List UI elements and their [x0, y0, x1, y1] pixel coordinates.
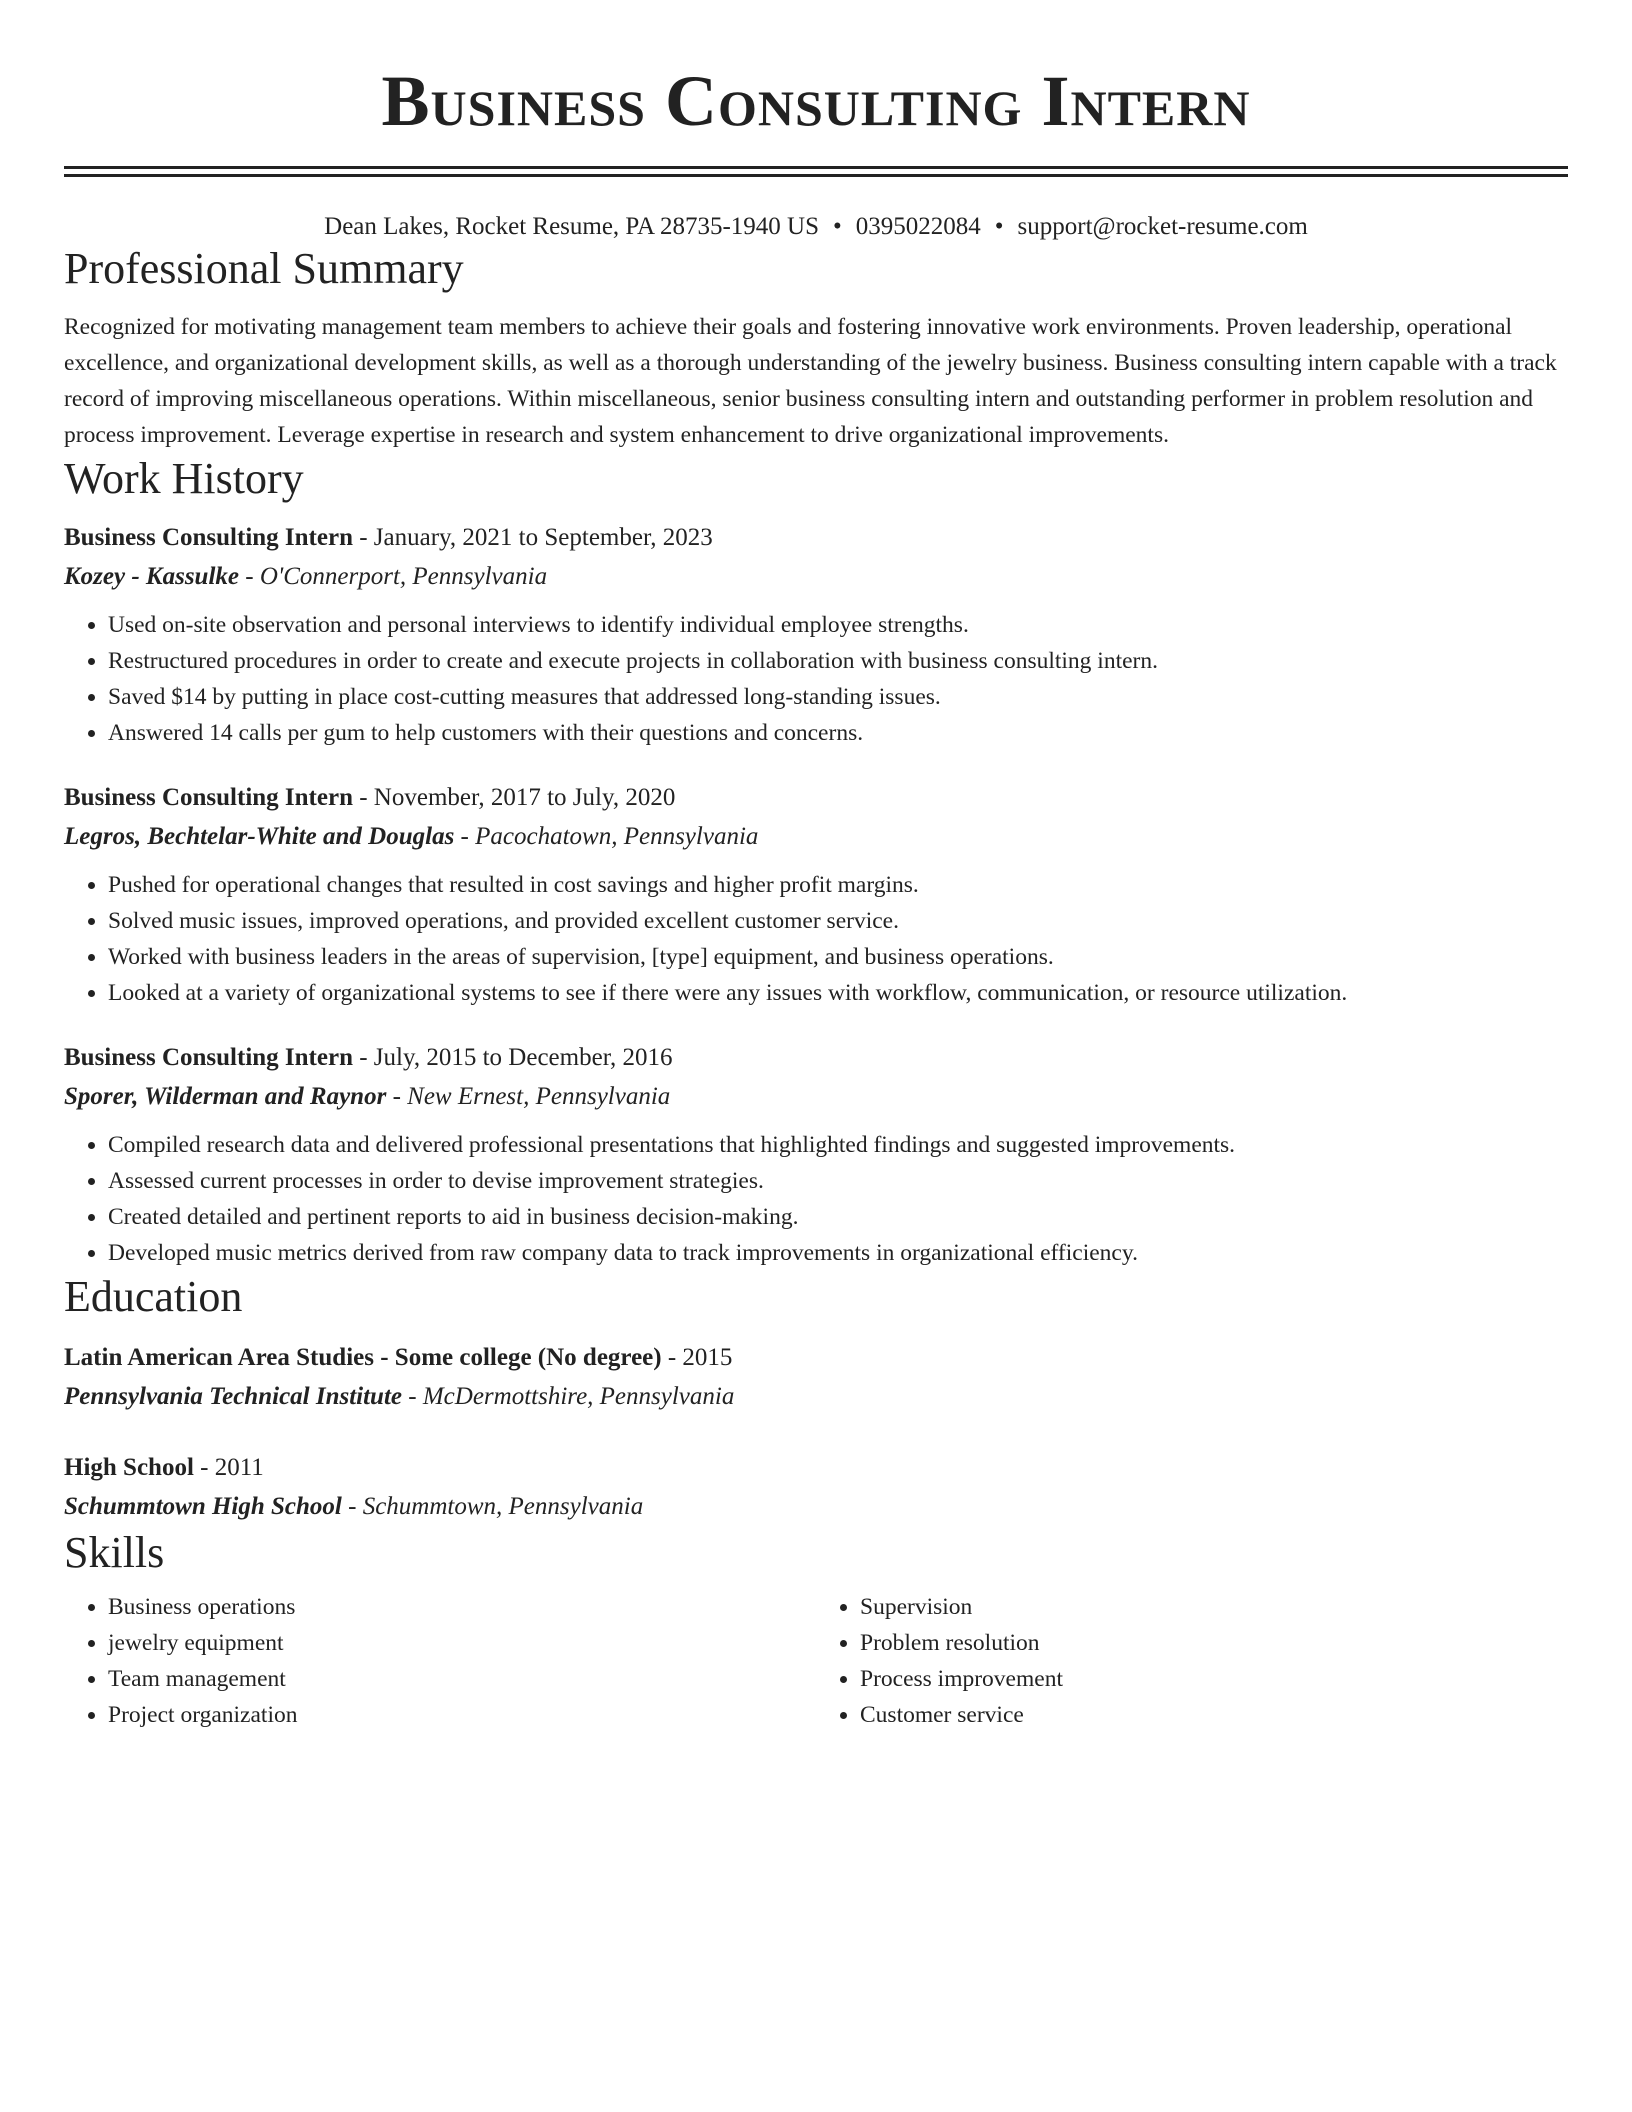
education-heading: Education [64, 1272, 243, 1321]
job-company-line [64, 817, 1568, 857]
education-school-line [64, 1487, 1568, 1527]
work-history-heading: Work History [64, 454, 304, 503]
job-title-line [64, 779, 1568, 817]
education-school-line [64, 1377, 1568, 1417]
contact-phone: 0395022084 [855, 213, 981, 240]
education-location: - Schummtown, Pennsylvania [341, 1493, 644, 1520]
contact-address: Dean Lakes, Rocket Resume, PA 28735-1940 US [324, 213, 820, 240]
job-bullet: • Pushed for operational changes that resulted in cost savings and higher profit margins. [108, 867, 1568, 903]
job-entry [64, 519, 1568, 751]
job-bullet: • Compiled research data and delivered professional presentations that highlighted findings and suggested improvements. [108, 1127, 1568, 1163]
skill-item: • jewelry equipment [108, 1625, 816, 1661]
skills-left-column [64, 1589, 816, 1733]
job-company-line [64, 557, 1568, 597]
contact-line [64, 211, 1568, 243]
skill-item: • Project organization [108, 1697, 816, 1733]
education-degree-line [64, 1339, 1568, 1377]
job-bullet: • Looked at a variety of organizational systems to see if there were any issues with workflow, communication, or resource utilization. [108, 975, 1568, 1011]
job-bullet: • Restructured procedures in order to create and execute projects in collaboration with business consulting intern. [108, 643, 1568, 679]
education-location: - McDermottshire, Pennsylvania [402, 1383, 735, 1410]
job-entry [64, 1039, 1568, 1271]
job-bullet: • Answered 14 calls per gum to help customers with their questions and concerns. [108, 715, 1568, 751]
title-double-rule [64, 166, 1568, 177]
job-bullets [64, 607, 1568, 751]
job-bullet: • Used on-site observation and personal interviews to identify individual employee strengths. [108, 607, 1568, 643]
job-location: - O'Connerport, Pennsylvania [239, 563, 548, 590]
job-bullets [64, 1127, 1568, 1271]
job-dates: - July, 2015 to December, 2016 [352, 1044, 673, 1071]
job-bullet: • Developed music metrics derived from raw company data to track improvements in organizational efficiency. [108, 1235, 1568, 1271]
job-bullet: • Assessed current processes in order to devise improvement strategies. [108, 1163, 1568, 1199]
job-bullet: • Created detailed and pertinent reports to aid in business decision-making. [108, 1199, 1568, 1235]
contact-separator: • [994, 213, 1004, 240]
job-bullets [64, 867, 1568, 1011]
education-year: - 2011 [193, 1454, 264, 1481]
contact-email[interactable]: support@rocket-resume.com [1017, 213, 1308, 240]
job-dates: - January, 2021 to September, 2023 [352, 524, 713, 551]
education-degree-line [64, 1449, 1568, 1487]
job-company-line [64, 1077, 1568, 1117]
job-dates: - November, 2017 to July, 2020 [352, 784, 676, 811]
job-bullet: • Saved $14 by putting in place cost-cutting measures that addressed long-standing issues. [108, 679, 1568, 715]
summary-heading: Professional Summary [64, 244, 464, 293]
skills-columns [64, 1589, 1568, 1733]
education-degree: High School [64, 1454, 194, 1481]
job-company: Legros, Bechtelar-White and Douglas [64, 823, 455, 850]
skill-item: • Customer service [860, 1697, 1568, 1733]
education-school: Schummtown High School [64, 1493, 342, 1520]
job-title-line [64, 519, 1568, 557]
page-title: Business Consulting Intern [381, 61, 1251, 141]
job-company: Sporer, Wilderman and Raynor [64, 1083, 387, 1110]
summary-text: Recognized for motivating management team members to achieve their goals and fostering innovative work environments. Proven leadership, operational excellence, and organizational development skills, as well as a thorough understanding of the jewelry business. Business consulting intern capable with a track record of improving miscellaneous operations. Within miscellaneous, senior business consulting intern and outstanding performer in problem resolution and process improvement. Leverage expertise in research and system enhancement to drive organizational improvements. [64, 314, 1557, 448]
job-title: Business Consulting Intern [64, 1044, 353, 1071]
education-year: - 2015 [661, 1344, 733, 1371]
job-title: Business Consulting Intern [64, 524, 353, 551]
job-company: Kozey - Kassulke [64, 563, 239, 590]
education-school: Pennsylvania Technical Institute [64, 1383, 403, 1410]
skill-item: • Problem resolution [860, 1625, 1568, 1661]
job-location: - Pacochatown, Pennsylvania [454, 823, 759, 850]
education-entry [64, 1449, 1568, 1527]
education-degree: Latin American Area Studies - Some college (No degree) [64, 1344, 662, 1371]
education-entry [64, 1339, 1568, 1417]
job-bullet: • Worked with business leaders in the areas of supervision, [type] equipment, and business operations. [108, 939, 1568, 975]
skills-right-column [816, 1589, 1568, 1733]
job-location: - New Ernest, Pennsylvania [386, 1083, 671, 1110]
job-entry [64, 779, 1568, 1011]
skill-item: • Team management [108, 1661, 816, 1697]
job-title-line [64, 1039, 1568, 1077]
contact-separator: • [833, 213, 842, 240]
skill-item: • Business operations [108, 1589, 816, 1625]
skill-item: • Process improvement [860, 1661, 1568, 1697]
skill-item: • Supervision [860, 1589, 1568, 1625]
job-title: Business Consulting Intern [64, 784, 353, 811]
job-bullet: • Solved music issues, improved operations, and provided excellent customer service. [108, 903, 1568, 939]
skills-heading: Skills [64, 1528, 165, 1577]
